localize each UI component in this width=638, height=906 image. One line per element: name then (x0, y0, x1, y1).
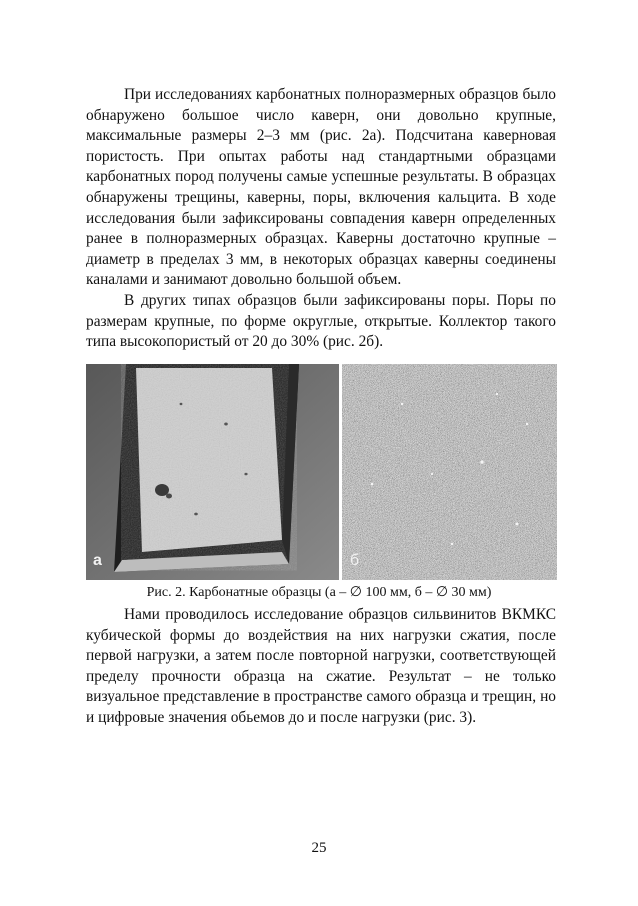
panel-b-label: б (350, 552, 360, 569)
carbonate-sample-b-image (342, 364, 557, 580)
figure-2 (86, 364, 557, 580)
figure-panel-b-image (342, 364, 557, 580)
figure-panel-a-image (86, 364, 339, 580)
figure-caption: Рис. 2. Карбонатные образцы (а – ∅ 100 мм, б – ∅ 30 мм) (146, 585, 492, 600)
paragraph: При исследованиях карбонатных полноразмерных образцов было обнаружено большое число каверн, они довольно крупные, максимальные размеры 2–3 мм (рис. 2а). Подсчитана каверновая пористость. При опытах работы над стандартными образцами карбонатных пород получены самые успешные результаты. В образцах обнаружены трещины, каверны, поры, включения кальцита. В ходе исследования были зафиксированы совпадения каверн определенных ранее в полноразмерных образцах. Каверны достаточно крупные – диаметр в пределах 3 мм, в некоторых образцах каверны соединены каналами и занимают довольно большой объем. (86, 86, 556, 289)
paragraph: В других типах образцов были зафиксированы поры. Поры по размерам крупные, по форме округлые, открытые. Коллектор такого типа высокопористый от 20 до 30% (рис. 2б). (86, 291, 556, 351)
panel-a-label: а (93, 552, 102, 569)
page-number: 25 (311, 840, 327, 856)
paragraph: Нами проводилось исследование образцов сильвинитов ВКМКС кубической формы до воздействия на них нагрузки сжатия, после первой нагрузки, а затем после повторной нагрузки, соответствующей пределу прочности образца на сжатие. Результат – не только визуальное представление в пространстве самого образца и трещин, но и цифровые значения обьемов до и после нагрузки (рис. 3). (86, 606, 556, 726)
carbonate-sample-a-image (86, 364, 339, 580)
body-text-top (86, 85, 556, 353)
body-text-bottom (86, 605, 556, 729)
